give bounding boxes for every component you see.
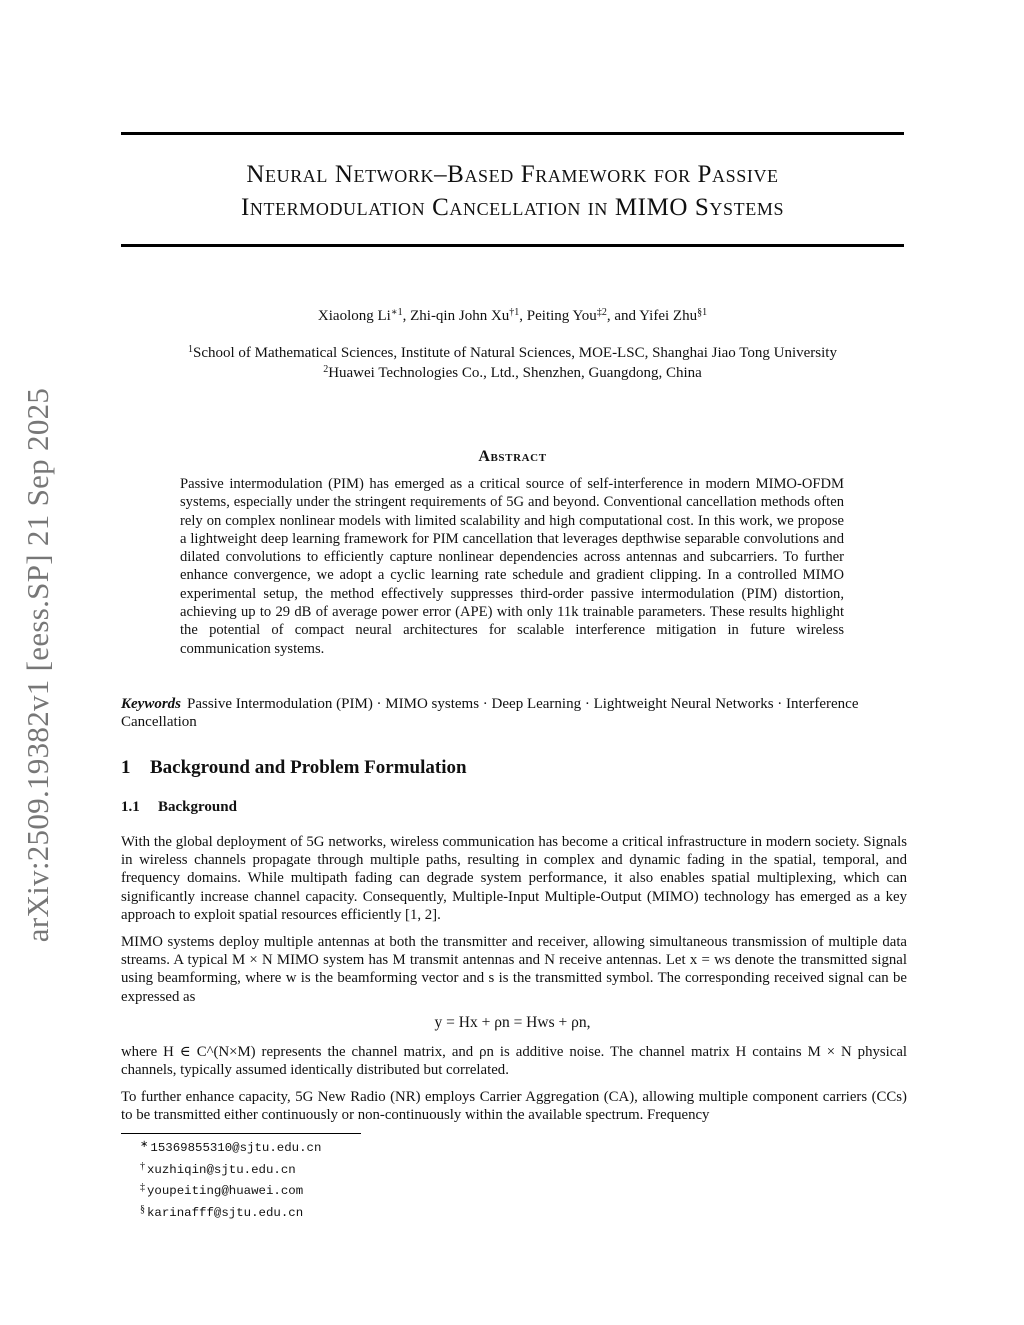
body-paragraph-2: MIMO systems deploy multiple antennas at both the transmitter and receiver, allowing simultaneous transmission of multiple data streams. A typical M × N MIMO system has M transmit antennas and N receive antennas. Let x = ws denote the transmitted signal using beamforming, where w is the beamforming vector and s is the transmitted symbol. The corresponding received signal can be expressed as — [121, 934, 907, 1005]
author-marks: §1 — [697, 307, 708, 318]
affiliation-1: $^1$School of Mathematical Sciences, Institute of Natural Sciences, MOE-LSC, Shanghai Jiao Tong University — [188, 344, 837, 361]
arxiv-identifier: arXiv:2509.19382v1 [eess.SP] 21 Sep 2025 — [20, 387, 56, 943]
author-marks: ‡2 — [596, 307, 607, 318]
affiliations — [121, 343, 904, 383]
affiliation-2: $^2$Huawei Technologies Co., Ltd., Shenzhen, Guangdong, China — [323, 364, 702, 381]
body-paragraph-3: where H ∈ C^(N×M) represents the channel matrix, and ρn is additive noise. The channel matrix H contains M × N physical channels, typically assumed identically distributed but correlated. — [121, 1044, 907, 1079]
title-bottom-rule — [121, 244, 904, 247]
author-name: Xiaolong Li — [317, 308, 391, 324]
arxiv-side-stamp — [8, 360, 68, 970]
keywords — [121, 695, 904, 731]
abstract-text: Passive intermodulation (PIM) has emerged as a critical source of self-interference in modern MIMO-OFDM systems, especially under the stringent requirements of 5G and beyond. Conventional cancellation methods often rely on complex nonlinear models with limited scalability and high computational cost. In this work, we propose a lightweight deep learning framework for PIM cancellation that leverages depthwise separable convolutions and dilated convolutions to efficiently capture nonlinear dependencies across antennas and subcarriers. To further enhance convergence, we adopt a cyclic learning rate schedule and gradient clipping. In a controlled MIMO experimental setup, the method effectively suppresses third-order passive intermodulation (PIM) distortion, achieving up to 29 dB of average power error (APE) with only 11k trainable parameters. These results highlight the potential of compact neural architectures for scalable interference mitigation in future wireless communication systems. — [180, 476, 844, 657]
body-paragraph-4: To further enhance capacity, 5G New Radio (NR) employs Carrier Aggregation (CA), allowing multiple component carriers (CCs) to be transmitted either continuously or non-continuously within the available spectrum. Frequency — [121, 1089, 907, 1124]
subsection-heading — [121, 799, 237, 816]
paper-title — [121, 158, 904, 224]
section-number: 1 — [121, 757, 131, 778]
footnote-2: † xuzhiqin@sjtu.edu.cn — [140, 1160, 296, 1177]
footnote-3: ‡ youpeiting@huawei.com — [140, 1182, 304, 1198]
footnote-1: ∗ 15369855310@sjtu.edu.cn — [140, 1139, 322, 1155]
received-signal-equation: y = Hx + ρn = Hws + ρn, — [434, 1014, 591, 1031]
title-line-1: Neural Network–Based Framework for Passive — [246, 161, 779, 188]
author-marks: †1 — [509, 307, 520, 318]
subsection-title: Background — [158, 799, 237, 815]
author-name: Zhi-qin John Xu — [410, 308, 510, 324]
title-line-2: Intermodulation Cancellation in MIMO Systems — [240, 194, 785, 221]
author-marks: ∗1 — [390, 307, 403, 318]
footnote-rule — [121, 1133, 361, 1134]
section-title: Background and Problem Formulation — [150, 757, 467, 778]
keywords-text: Passive Intermodulation (PIM) · MIMO systems · Deep Learning · Lightweight Neural Networks · Interference Cancellation — [121, 696, 859, 730]
author-list: Xiaolong $Li^{∗1}$, Zhi-qin John Xu$^{\dagger 1}$, Peiting You$^{\ddagger 2}$, and Yifei Zhu$^{\S 1}$ — [317, 307, 708, 324]
author-name: Yifei Zhu — [639, 308, 698, 324]
body-paragraph-1: With the global deployment of 5G networks, wireless communication has become a critical infrastructure in modern society. Signals in wireless channels propagate through multiple paths, resulting in complex and dynamic fading in the spatial, temporal, and frequency domains. While multipath fading can degrade system performance, it also enables spatial multiplexing, which can significantly increase channel capacity. Consequently, Multiple-Input Multiple-Output (MIMO) technology has emerged as a key approach to exploit spatial resources efficiently [1, 2]. — [121, 834, 907, 923]
author-name: Peiting You — [526, 308, 597, 324]
title-top-rule — [121, 132, 904, 135]
footnote-4: § karinafff@sjtu.edu.cn — [140, 1203, 304, 1220]
abstract-heading: Abstract — [478, 448, 547, 465]
keywords-label: Keywords — [121, 696, 181, 712]
footnotes — [140, 1136, 321, 1222]
section-heading — [121, 757, 467, 779]
subsection-number: 1.1 — [121, 799, 140, 815]
